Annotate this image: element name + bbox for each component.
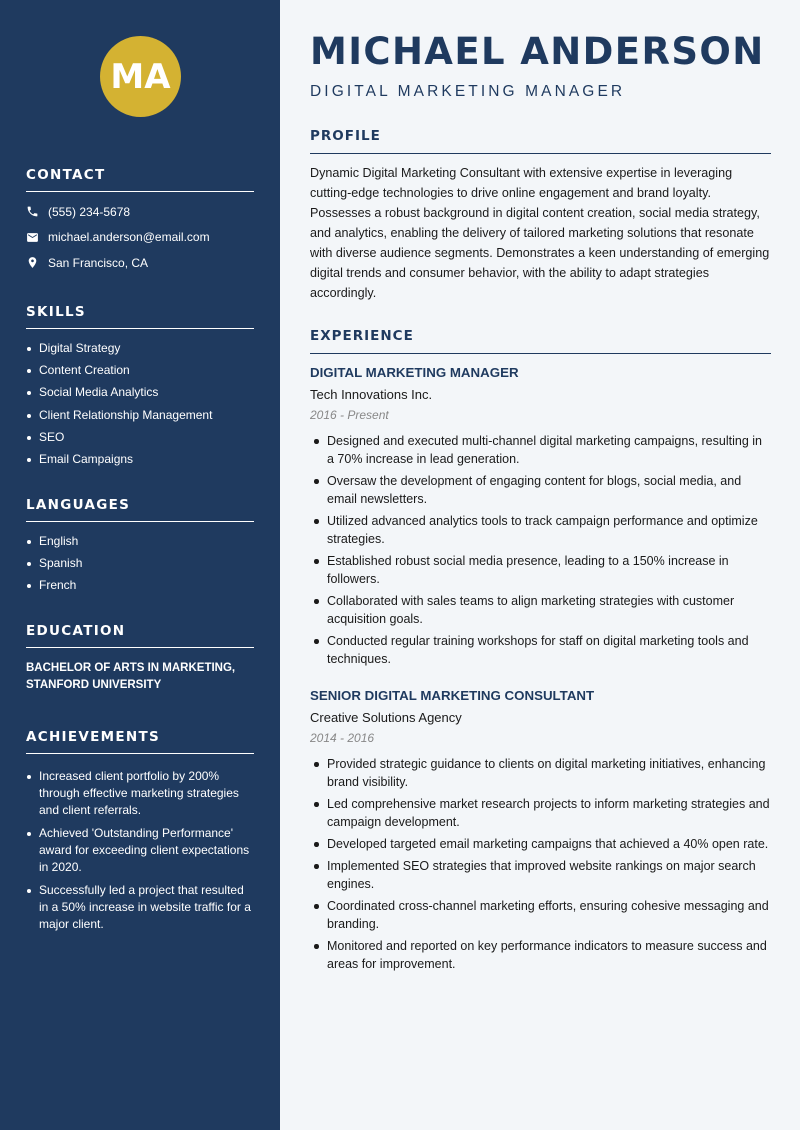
skills-section <box>26 304 254 473</box>
profile-text: Dynamic Digital Marketing Consultant with extensive expertise in leveraging cutting-edge technologies to drive online engagement and brand loyalty. Possesses a robust background in digital content creation, social media strategy, and analytics, enabling the delivery of tailored marketing solutions that resonate with diverse audience segments. Demonstrates a keen understanding of emerging digital trends and consumer behavior, with the ability to adapt strategies accordingly. <box>310 166 770 300</box>
job-dates: 2016 - Present <box>310 408 389 422</box>
list-item: Content Creation <box>26 362 254 384</box>
list-item: Established robust social media presence, leading to a 150% increase in followers. <box>310 552 771 588</box>
job-company: Creative Solutions Agency <box>310 710 462 725</box>
job-bullets <box>310 755 771 973</box>
list-item: English <box>26 533 254 555</box>
list-item: Provided strategic guidance to clients on digital marketing initiatives, enhancing brand visibility. <box>310 755 771 791</box>
list-item: Led comprehensive market research projects to inform marketing strategies and campaign development. <box>310 795 771 831</box>
list-item: Spanish <box>26 555 254 577</box>
contact-email[interactable] <box>26 225 254 251</box>
achievements-list <box>26 768 254 933</box>
avatar: MA <box>100 36 181 117</box>
contact-section <box>26 167 254 276</box>
location-text: San Francisco, CA <box>48 255 149 270</box>
list-item: Oversaw the development of engaging content for blogs, social media, and email newsletters. <box>310 472 771 508</box>
list-item: Coordinated cross-channel marketing efforts, ensuring cohesive messaging and branding. <box>310 897 771 933</box>
list-item: Successfully led a project that resulted in a 50% increase in website traffic for a major client. <box>26 882 254 933</box>
list-item: Digital Strategy <box>26 340 254 362</box>
list-item: SEO <box>26 429 254 451</box>
list-item: Collaborated with sales teams to align marketing strategies with customer acquisition goals. <box>310 592 771 628</box>
contact-location <box>26 250 254 276</box>
list-item: Implemented SEO strategies that improved website rankings on major search engines. <box>310 857 771 893</box>
education-section <box>26 623 254 694</box>
list-item: Achieved 'Outstanding Performance' award for exceeding client expectations in 2020. <box>26 825 254 876</box>
phone-text: (555) 234-5678 <box>48 204 131 219</box>
experience-heading: EXPERIENCE <box>310 328 771 354</box>
job-entry <box>310 365 771 672</box>
languages-section <box>26 497 254 599</box>
job-role: DIGITAL MARKETING MANAGER <box>310 365 519 380</box>
contact-phone[interactable] <box>26 199 254 225</box>
profile-heading: PROFILE <box>310 128 771 154</box>
job-title: DIGITAL MARKETING MANAGER <box>310 83 626 100</box>
achievements-section <box>26 729 254 939</box>
list-item: Social Media Analytics <box>26 384 254 406</box>
languages-list <box>26 533 254 599</box>
location-pin-icon <box>26 256 39 269</box>
sidebar <box>0 0 280 1130</box>
job-dates: 2014 - 2016 <box>310 731 375 745</box>
languages-heading: LANGUAGES <box>26 497 254 522</box>
email-icon <box>26 231 39 244</box>
education-degree: BACHELOR OF ARTS IN MARKETING, STANFORD UNIVERSITY <box>26 662 236 691</box>
list-item: Client Relationship Management <box>26 407 254 429</box>
job-company: Tech Innovations Inc. <box>310 387 433 402</box>
list-item: Designed and executed multi-channel digital marketing campaigns, resulting in a 70% increase in lead generation. <box>310 432 771 468</box>
job-role: SENIOR DIGITAL MARKETING CONSULTANT <box>310 688 595 703</box>
job-entry <box>310 688 771 977</box>
phone-icon <box>26 205 39 218</box>
job-bullets <box>310 432 771 668</box>
list-item: Monitored and reported on key performance indicators to measure success and areas for improvement. <box>310 937 771 973</box>
contact-heading: CONTACT <box>26 167 254 192</box>
list-item: Increased client portfolio by 200% through effective marketing strategies and client referrals. <box>26 768 254 819</box>
person-name: MICHAEL ANDERSON <box>310 30 765 73</box>
list-item: Developed targeted email marketing campaigns that achieved a 40% open rate. <box>310 835 771 853</box>
list-item: Conducted regular training workshops for staff on digital marketing tools and techniques. <box>310 632 771 668</box>
skills-list <box>26 340 254 473</box>
skills-heading: SKILLS <box>26 304 254 329</box>
list-item: Utilized advanced analytics tools to track campaign performance and optimize strategies. <box>310 512 771 548</box>
list-item: French <box>26 577 254 599</box>
achievements-heading: ACHIEVEMENTS <box>26 729 254 754</box>
email-text: michael.anderson@email.com <box>48 230 210 245</box>
list-item: Email Campaigns <box>26 451 254 473</box>
education-heading: EDUCATION <box>26 623 254 648</box>
